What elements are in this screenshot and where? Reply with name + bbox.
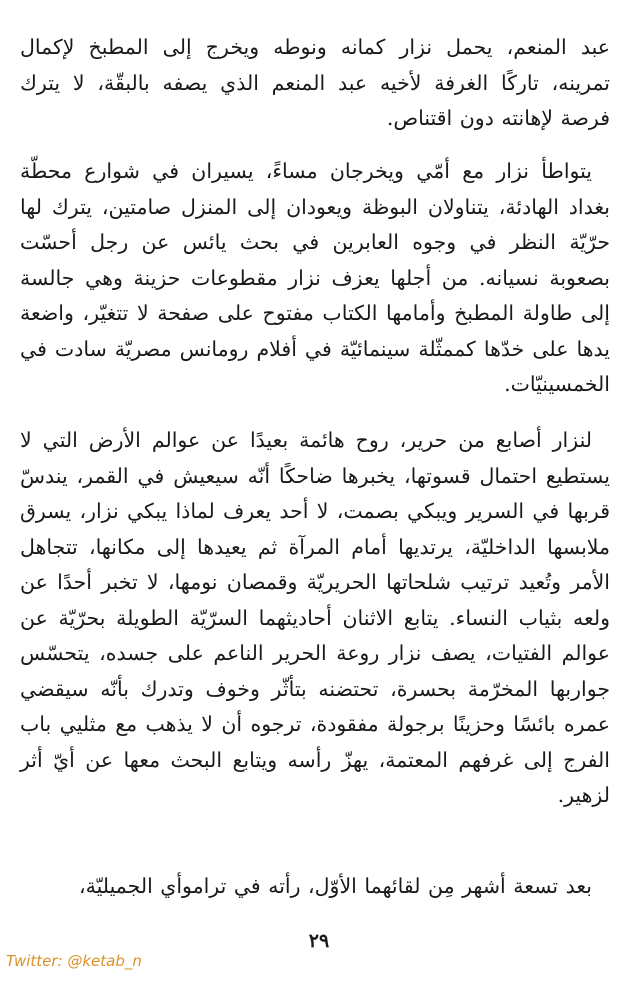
paragraph-4 [20,869,610,905]
paragraph-2-text: يتواطأ نزار مع أمّي ويخرجان مساءً، يسيران في شوارع محطّة بغداد الهادئة، يتناولان البوظة ويعودان إلى المنزل صامتين، يترك لها حرّيّة النظر في وجوه العابرين في بحث يائس عن رجل أحسّت بصعوبة نسيانه. من أجلها يعزف نزار مقطوعات حزينة وهي جالسة إلى طاولة المطبخ وأمامها الكتاب مفتوح على صفحة لا تتغيّر، واضعة يدها على خدّها كممثّلة سينمائيّة في أفلام رومانس مصريّة سادت في الخمسينيّات. [20,159,610,396]
paragraph-3-text: لنزار أصابع من حرير، روح هائمة بعيدًا عن عوالم الأرض التي لا يستطيع احتمال قسوتها، يخبرها ضاحكًا أنّه سيعيش في القمر، يندسّ قربها في السرير ويبكي بصمت، لا أحد يعرف لماذا يبكي نزار، يسرق ملابسها الداخليّة، يرتديها أمام المرآة ثم يعيدها إلى مكانها، تتجاهل الأمر وتُعيد ترتيب شلحاتها الحريريّة وقمصان نومها، لا تخبر أحدًا عن ولعه بثياب النساء. يتابع الاثنان أحاديثهما السرّيّة الطويلة بحرّيّة عن عوالم الفتيات، يصف نزار روعة الحرير الناعم على جسده، يتحسّس جواربها المخرّمة بحسرة، تحتضنه بتأثّر وخوف وتدرك بأنّه سيقضي عمره بائسًا وحزينًا برجولة مفقودة، ترجوه أن لا يذهب مع مثليي باب الفرج إلى غرفهم المعتمة، يهزّ رأسه ويتابع البحث معها عن أيّ أثر لزهير. [20,428,610,807]
watermark-handle: Twitter: @ketab_n [6,952,142,970]
paragraph-2 [20,154,610,403]
paragraph-1: عبد المنعم، يحمل نزار كمانه ونوطه ويخرج إلى المطبخ لإكمال تمرينه، تاركًا الغرفة لأخيه عبد المنعم الذي يصفه بالبقّة، لا يترك فرصة لإهانته دون اقتناص. [20,35,610,130]
paragraph-4-text: بعد تسعة أشهر مِن لقائهما الأوّل، رأته في تراموأي الجميليّة، [78,874,592,898]
paragraph-3 [20,423,610,814]
page-number: ٢٩ [308,930,330,952]
